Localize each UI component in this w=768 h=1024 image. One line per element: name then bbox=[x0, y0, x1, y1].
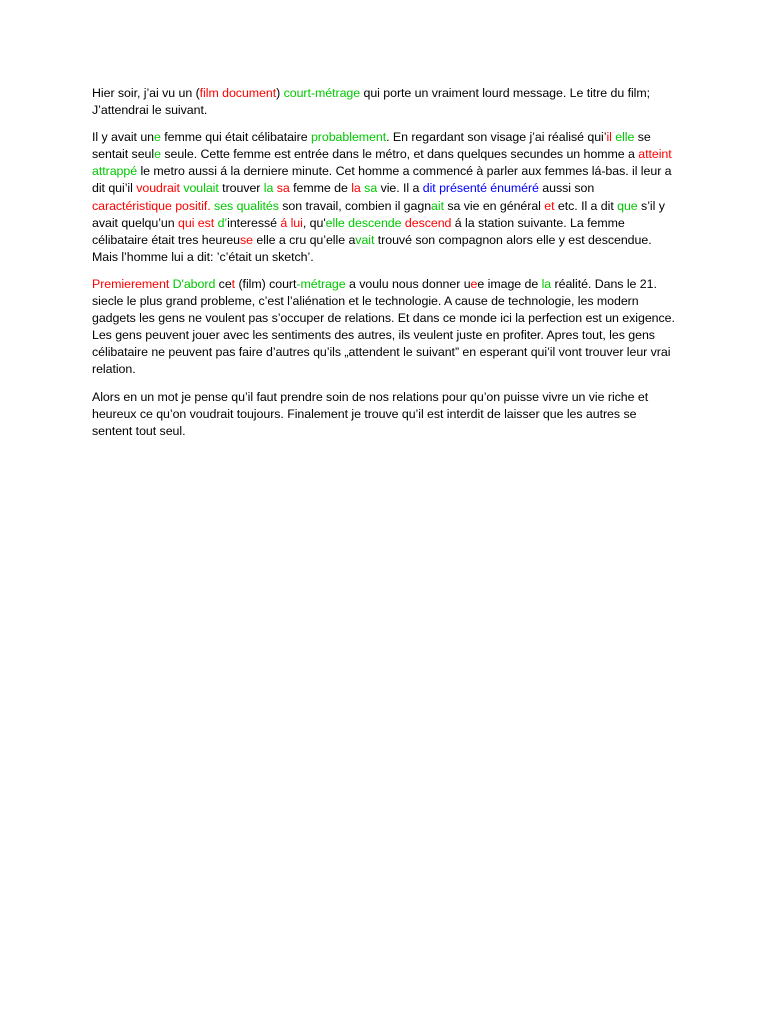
text-segment-green: d’ bbox=[217, 215, 228, 230]
text-segment-black: femme qui était célibataire bbox=[160, 130, 311, 145]
text-segment-green: D'abord bbox=[172, 276, 216, 291]
text-segment-red: qui est bbox=[178, 215, 215, 230]
text-segment-black: Il y avait un bbox=[92, 130, 155, 145]
text-segment-red: voudrait bbox=[136, 181, 180, 196]
text-segment-red: film document bbox=[199, 86, 277, 100]
text-segment-red: la bbox=[351, 181, 361, 196]
text-segment-black: aussi son bbox=[538, 181, 595, 196]
text-segment-red: descend bbox=[404, 215, 452, 230]
text-segment-green: e bbox=[154, 147, 161, 162]
text-segment-red: t bbox=[231, 276, 236, 291]
text-segment-black: etc. Il a dit bbox=[554, 198, 618, 213]
text-segment-red: il bbox=[606, 130, 612, 145]
text-segment-red: e bbox=[470, 276, 478, 291]
text-segment-black: a voulu nous donner u bbox=[345, 276, 471, 291]
text-segment-black: se sentait seul bbox=[92, 130, 651, 162]
text-segment-red: á lui bbox=[280, 215, 303, 230]
text-segment-black: sa vie en général bbox=[443, 198, 545, 213]
text-segment-black: seule. Cette femme est entrée dans le métro, et dans quelques secundes un homme a bbox=[160, 147, 639, 162]
text-segment-black: vie. Il a bbox=[377, 181, 423, 196]
text-segment-green: elle descende bbox=[325, 215, 402, 230]
text-segment-green: vait bbox=[355, 232, 375, 247]
text-segment-red: se bbox=[240, 232, 254, 247]
text-segment-black: elle a cru qu’elle a bbox=[253, 232, 356, 247]
paragraph-4 bbox=[92, 389, 676, 440]
text-segment-green: probablement bbox=[310, 130, 387, 145]
text-segment-green: elle bbox=[615, 130, 635, 145]
text-segment-green: que bbox=[617, 198, 638, 213]
text-segment-red: atteint bbox=[638, 147, 672, 162]
text-segment-blue: dit présenté énuméré bbox=[422, 181, 539, 196]
text-segment-black: qui porte un vraiment lourd message. Le titre du film; J’attendrai le suivant. bbox=[92, 86, 651, 118]
text-segment-black: femme de bbox=[289, 181, 352, 196]
text-segment-black: le metro aussi á la derniere minute. Cet homme a commencé à parler aux femmes lá-bas. il leur a dit qui’il bbox=[92, 164, 672, 196]
text-segment-black: (film) court bbox=[235, 276, 297, 291]
text-segment-green: sa bbox=[364, 181, 378, 196]
paragraph-3 bbox=[92, 276, 676, 379]
text-segment-green: la bbox=[263, 181, 274, 196]
document-body bbox=[92, 85, 676, 450]
text-segment-black: e image de bbox=[477, 276, 542, 291]
paragraph-1 bbox=[92, 85, 676, 119]
text-segment-black: ce bbox=[215, 276, 232, 291]
text-segment-black: ) bbox=[276, 86, 284, 100]
text-segment-black: s’il y avait quelqu’un bbox=[92, 198, 665, 230]
text-segment-green: e bbox=[154, 130, 161, 145]
paragraph-2 bbox=[92, 129, 676, 266]
text-segment-black: Hier soir, j’ai vu un ( bbox=[92, 86, 200, 100]
text-segment-black: . En regardant son visage j’ai réalisé qui’ bbox=[386, 130, 607, 145]
text-segment-red: caractéristique positif. bbox=[92, 198, 211, 213]
text-segment-black: , qu' bbox=[302, 215, 326, 230]
text-segment-black: Alors en un mot je pense qu’il faut prendre soin de nos relations pour qu’on puisse vivre un vie riche et heureux ce qu’on voudrait toujours. Finalement je trouve qu’il est interdit de laisser que les autres se sentent tout seul. bbox=[92, 389, 649, 438]
text-segment-green: ses qualités bbox=[214, 198, 279, 213]
text-segment-green: attrappé bbox=[92, 164, 138, 179]
text-segment-black: réalité. Dans le 21. siecle le plus grand probleme, c’est l’aliénation et le technologie. A cause de technologie, les modern gadgets les gens ne voulent pas s’occuper de relations. Et dans ce monde ici la perfection est un exigence. Les gens peuvent jouer avec les sentiments des autres, ils veulent juste en profiter. Apres tout, les gens célibataire ne peuvent pas faire d’autres qu’ils „attendent le suivant” en esperant qui’il vont trouver leur vrai relation. bbox=[92, 276, 675, 377]
text-segment-red: et bbox=[544, 198, 555, 213]
text-segment-green: voulait bbox=[183, 181, 219, 196]
text-segment-red: sa bbox=[276, 181, 290, 196]
text-segment-black: trouver bbox=[218, 181, 264, 196]
text-segment-green: la bbox=[541, 276, 552, 291]
text-segment-black: interessé bbox=[227, 215, 281, 230]
text-segment-red: Premierement bbox=[92, 276, 170, 291]
text-segment-black: á la station suivante. La femme célibataire était tres heureu bbox=[92, 215, 625, 247]
text-segment-black: trouvé son compagnon alors elle y est descendue. Mais l’homme lui a dit: ’c’était un sketch’. bbox=[92, 232, 652, 264]
text-segment-green: ait bbox=[431, 198, 444, 213]
text-segment-green: -métrage bbox=[296, 276, 346, 291]
text-segment-green: court-métrage bbox=[283, 86, 361, 100]
text-segment-black: son travail, combien il gagn bbox=[278, 198, 432, 213]
